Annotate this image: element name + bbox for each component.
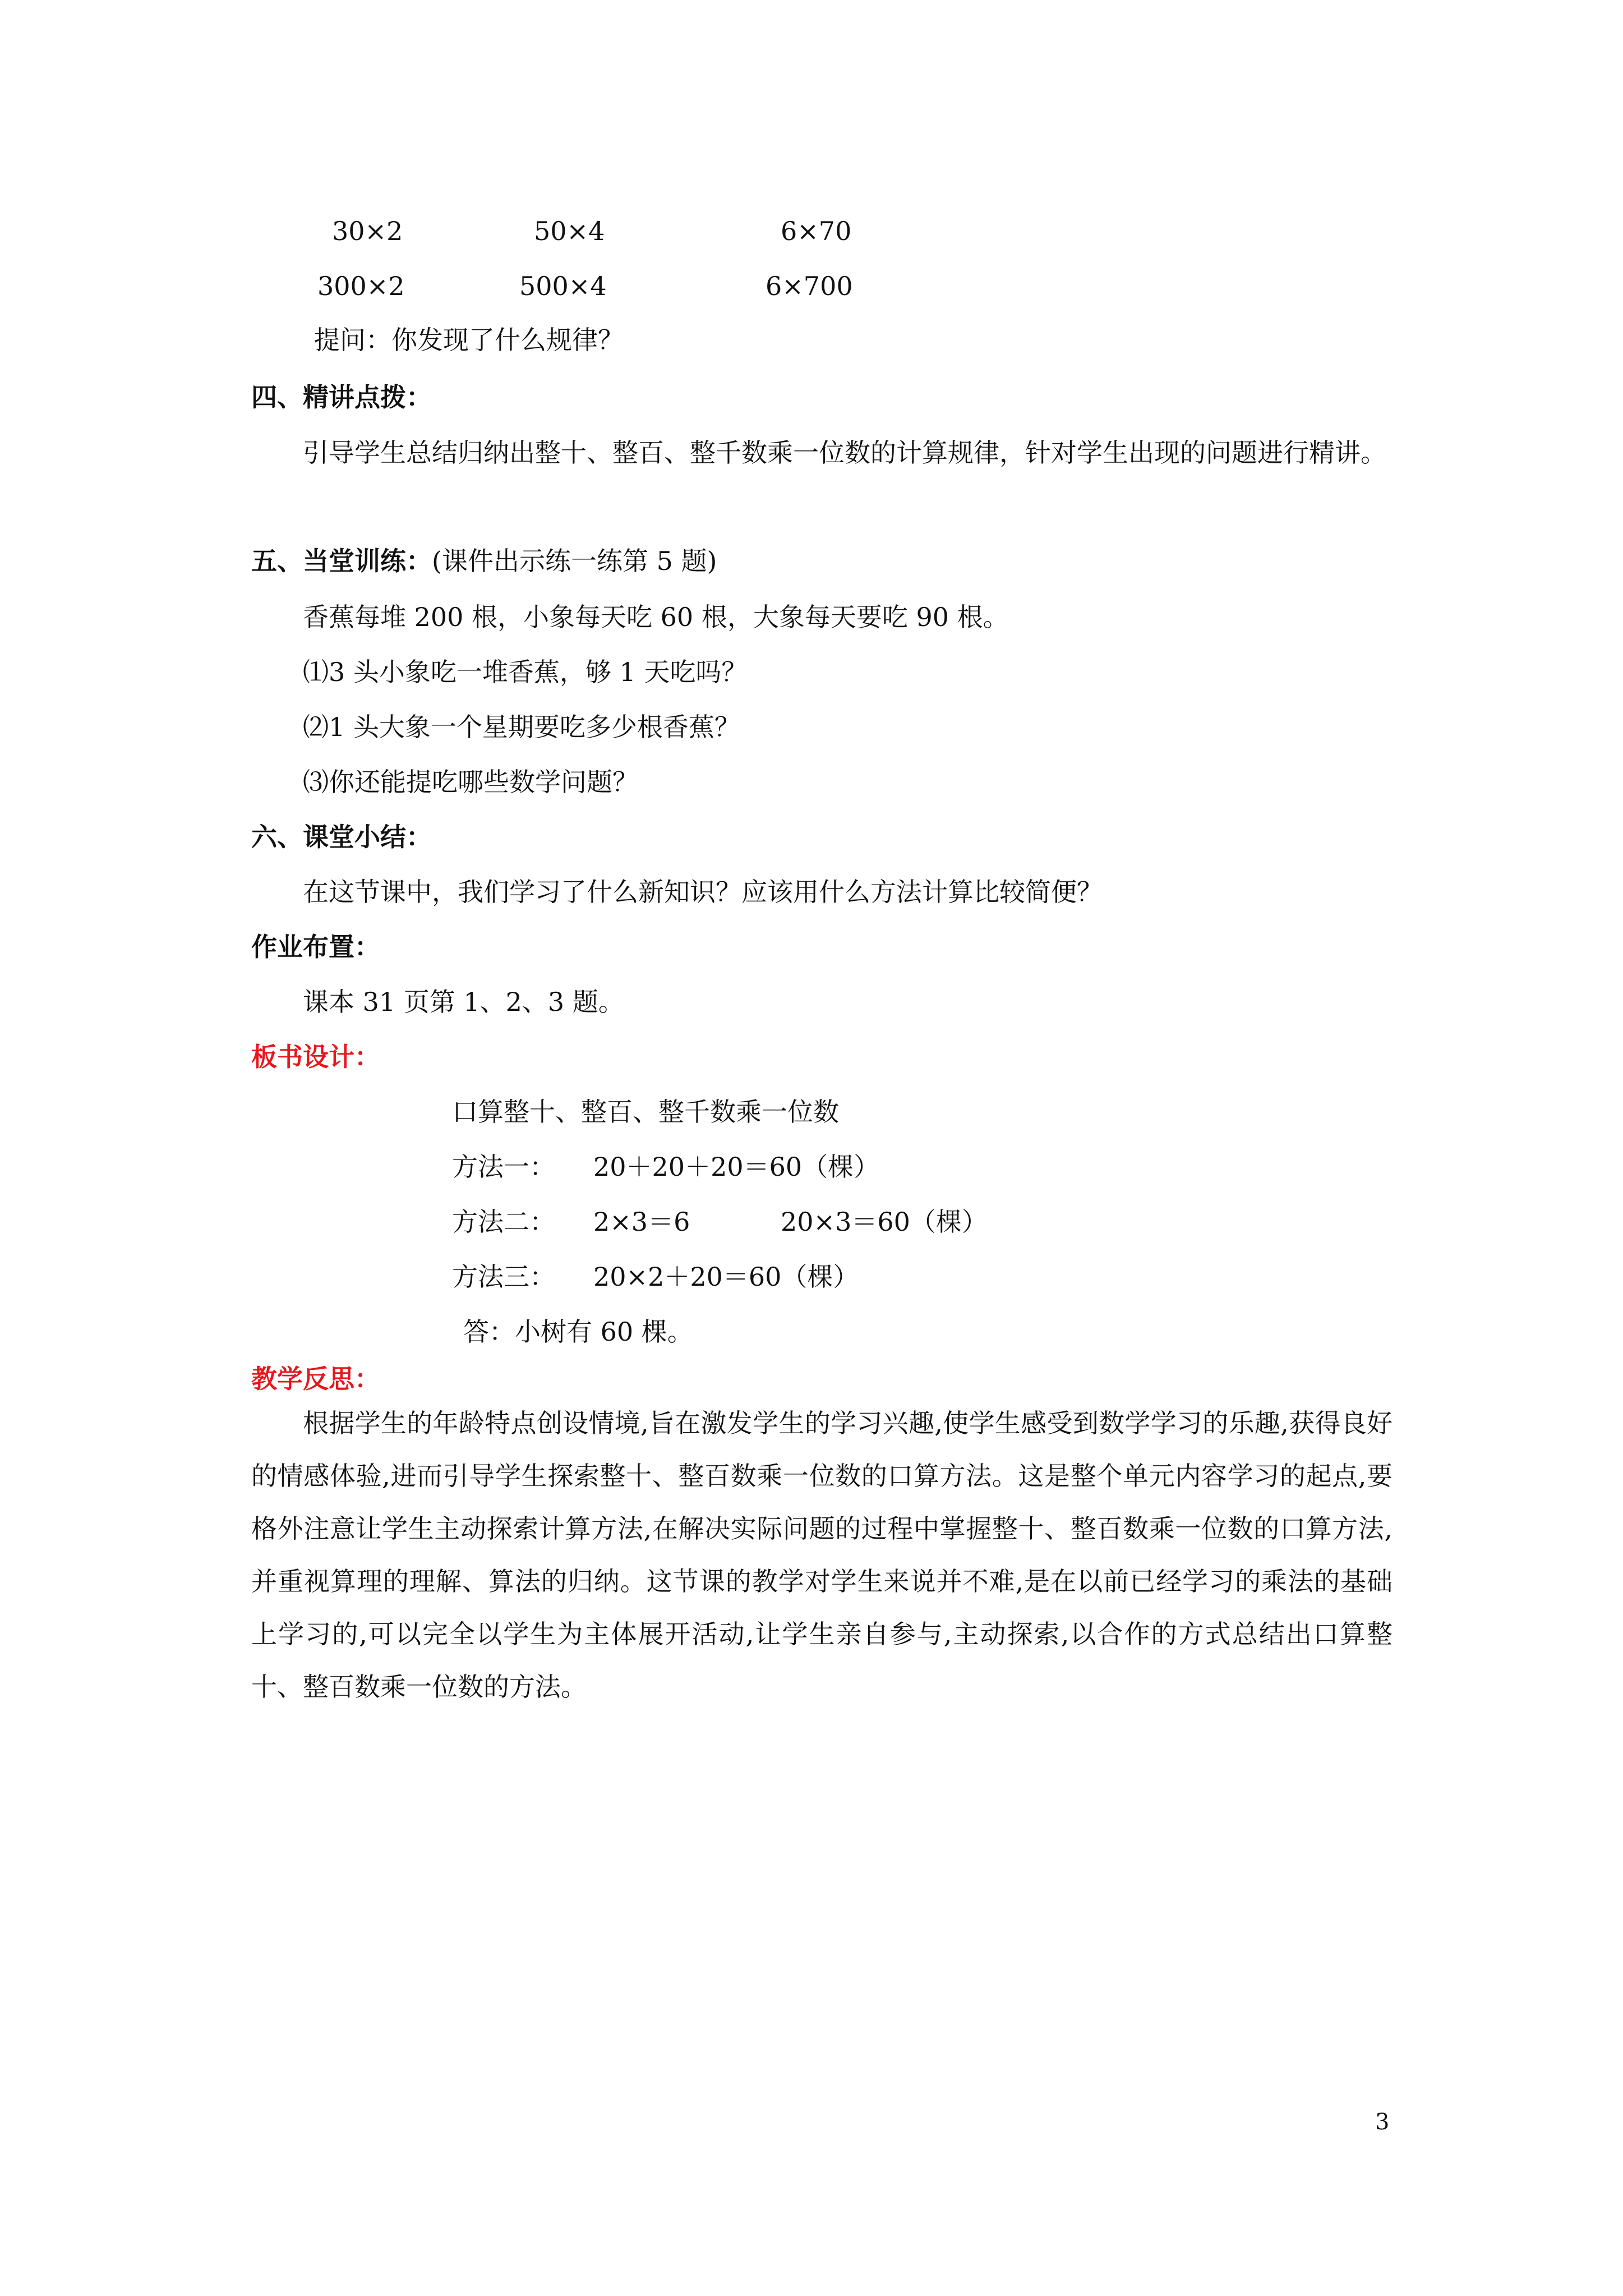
homework-text: 课本 31 页第 1、2、3 题。 [303, 987, 624, 1017]
page-number: 3 [1375, 2109, 1390, 2135]
method2-expr: 20×3＝60（棵） [781, 1207, 988, 1237]
calc-cell: 6×700 [766, 271, 853, 301]
calc-cell: 6×70 [781, 216, 852, 246]
section5-heading-line [251, 544, 717, 578]
section6-text: 在这节课中，我们学习了什么新知识？应该用什么方法计算比较简便？ [303, 877, 1103, 907]
section6-title: 六、课堂小结： [251, 822, 432, 852]
calc-cell: 30×2 [332, 216, 403, 246]
calc-cell: 300×2 [317, 271, 405, 301]
method1-label: 方法一： [452, 1152, 555, 1182]
board-heading: 口算整十、整百、整千数乘一位数 [452, 1097, 839, 1127]
section5-title: 五、当堂训练： [251, 546, 432, 576]
reflection-title: 教学反思： [251, 1364, 380, 1394]
section4-title: 四、精讲点拨： [251, 382, 432, 412]
question-text: 提问：你发现了什么规律？ [314, 325, 624, 355]
method2-expr: 2×3＝6 [593, 1207, 690, 1237]
method3-expr: 20×2＋20＝60（棵） [593, 1262, 859, 1292]
method3-label: 方法三： [452, 1262, 555, 1292]
section5-item: ⑵1 头大象一个星期要吃多少根香蕉？ [303, 712, 740, 742]
method2-label: 方法二： [452, 1207, 555, 1237]
board-answer: 答：小树有 60 棵。 [463, 1317, 693, 1347]
section5-item: ⑴3 头小象吃一堆香蕉，够 1 天吃吗？ [303, 657, 748, 687]
board-title: 板书设计： [251, 1042, 380, 1072]
calc-cell: 50×4 [534, 216, 605, 246]
reflection-text: 根据学生的年龄特点创设情境,旨在激发学生的学习兴趣,使学生感受到数学学习的乐趣,获得良好的情感体验,进而引导学生探索整十、整百数乘一位数的口算方法。这是整个单元内容学习的起点,要格外注意让学生主动探索计算方法,在解决实际问题的过程中掌握整十、整百数乘一位数的口算方法,并重视算理的理解、算法的归纳。这节课的教学对学生来说并不难,是在以前已经学习的乘法的基础上学习的,可以完全以学生为主体展开活动,让学生亲自参与,主动探索,以合作的方式总结出口算整十、整百数乘一位数的方法。 [251, 1408, 1393, 1702]
section5-item: ⑶你还能提吃哪些数学问题？ [303, 767, 638, 797]
calc-cell: 500×4 [519, 271, 607, 301]
section5-note: (课件出示练一练第 5 题) [432, 546, 717, 576]
section4-text: 引导学生总结归纳出整十、整百、整千数乘一位数的计算规律，针对学生出现的问题进行精讲。 [303, 438, 1386, 468]
section5-intro: 香蕉每堆 200 根，小象每天吃 60 根，大象每天要吃 90 根。 [303, 602, 1009, 632]
method1-expr: 20＋20＋20＝60（棵） [593, 1152, 880, 1182]
homework-title: 作业布置： [251, 932, 380, 962]
